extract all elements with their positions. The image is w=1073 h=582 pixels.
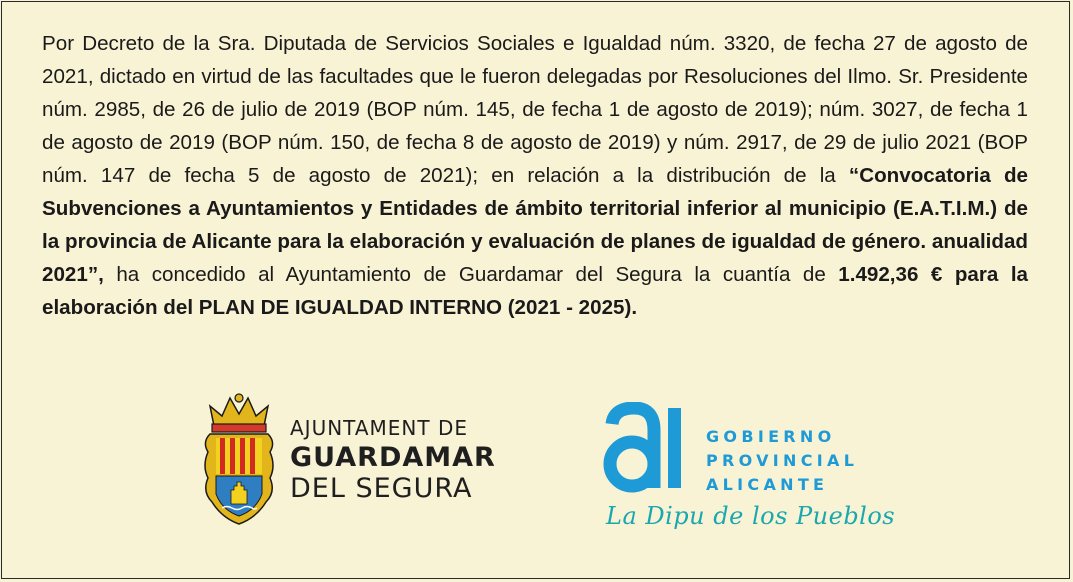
guardamar-coat-of-arms-icon	[200, 392, 278, 532]
guardamar-logo-line3: DEL SEGURA	[290, 473, 473, 504]
dipu-logo-line1: GOBIERNO	[706, 427, 836, 446]
decree-convocatoria-title: “Convocatoria de Subvenciones a Ayuntamientos y Entidades de ámbito territorial inferior al municipio (E.A.T.I.M.) de la provincia de Alicante para la elaboración y evaluación de planes de igualdad de género. anualidad 2021”,	[42, 164, 1028, 286]
decree-amount: 1.492,36 € para la elaboración del PLAN DE IGUALDAD INTERNO (2021 - 2025).	[42, 263, 1028, 319]
guardamar-logo-line2: GUARDAMAR	[290, 442, 496, 473]
dipu-logo-line3: ALICANTE	[706, 475, 829, 494]
decree-text-1: Por Decreto de la Sra. Diputada de Servicios Sociales e Igualdad núm. 3320, de fecha 27 de agosto de 2021, dictado en virtud de las facultades que le fueron delegadas por Resoluciones del Ilmo. Sr. Presidente núm. 2985, de 26 de julio de 2019 (BOP núm. 145, de fecha 1 de agosto de 2019); núm. 3027, de fecha 1 de agosto de 2019 (BOP núm. 150, de fecha 8 de agosto de 2019) y núm. 2917, de 29 de julio 2021 (BOP núm. 147 de fecha 5 de agosto de 2021); en relación a la distribución de la	[42, 32, 1028, 187]
decree-text-2: ha concedido al Ayuntamiento de Guardamar del Segura la cuantía de	[103, 263, 839, 286]
dipu-slogan: La Dipu de los Pueblos	[606, 502, 896, 530]
decree-paragraph	[42, 27, 1028, 324]
guardamar-logo	[200, 392, 496, 542]
diputacion-al-mark-icon	[598, 402, 698, 502]
dipu-logo-line2: PROVINCIAL	[706, 451, 859, 470]
diputacion-alicante-logo	[598, 402, 896, 552]
guardamar-logo-line1: AJUNTAMENT DE	[290, 416, 468, 440]
